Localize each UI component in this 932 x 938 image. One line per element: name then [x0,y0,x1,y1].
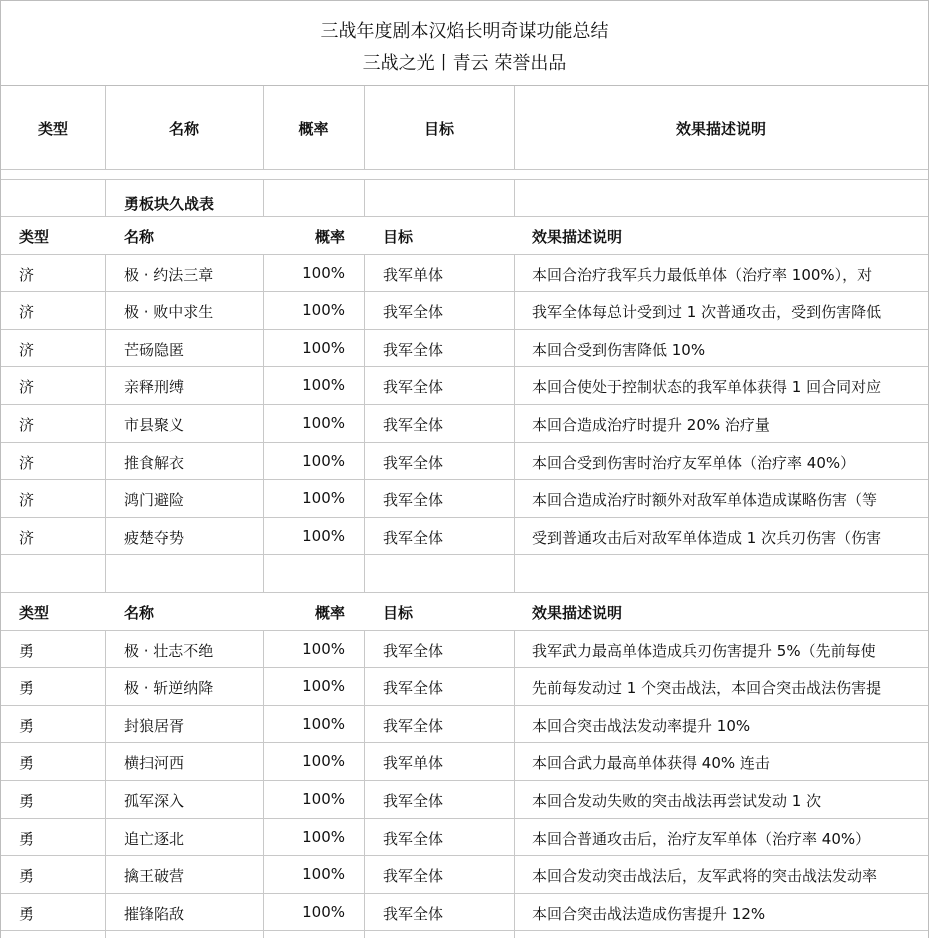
row-divider [1,592,928,593]
table-cell: 擒王破营 [124,867,185,886]
column-divider [364,86,365,169]
table-cell: 本回合造成治疗时额外对敌军单体造成谋略伤害（等 [532,491,878,510]
table-cell: 济 [19,453,35,472]
table-cell: 本回合治疗我军兵力最低单体（治疗率 100%），对 [532,265,873,284]
header-rate: 概率 [298,120,329,138]
column-label: 概率 [314,604,345,622]
table-cell: 100% [302,714,345,733]
table-cell: 横扫河西 [124,754,185,773]
header-divider [1,179,928,180]
table-cell: 我军全体 [383,303,444,322]
column-divider [364,179,365,216]
table-cell: 100% [302,865,345,884]
header-name: 名称 [168,120,199,138]
header-target: 目标 [423,120,454,138]
row-divider [1,517,928,518]
column-divider [105,179,106,216]
column-divider [105,86,106,169]
column-label: 类型 [19,228,50,246]
table-cell: 100% [302,677,345,696]
table-cell: 本回合武力最高单体获得 40% 连击 [532,754,770,773]
table-cell: 我军全体 [383,679,444,698]
table-cell: 受到普通攻击后对敌军单体造成 1 次兵刃伤害（伤害 [532,528,882,547]
column-divider [263,86,264,169]
table-cell: 本回合发动突击战法后，友军武将的突击战法发动率 [532,867,878,886]
table-cell: 100% [302,376,345,395]
table-cell: 我军单体 [383,754,444,773]
row-divider [1,254,928,255]
column-divider [263,179,264,216]
table-cell: 100% [302,827,345,846]
table-cell: 封狼居胥 [124,716,185,735]
row-divider [1,705,928,706]
table-cell: 100% [302,639,345,658]
column-divider [263,254,264,554]
table-cell: 100% [302,451,345,470]
row-divider [1,630,928,631]
column-divider [364,630,365,938]
title-block [1,0,928,86]
table-cell: 推食解衣 [124,453,185,472]
column-label: 目标 [383,228,414,246]
sheet-subtitle: 三战之光丨青云 荣誉出品 [362,53,567,74]
table-cell: 本回合突击战法造成伤害提升 12% [532,904,766,923]
column-label: 目标 [383,604,414,622]
column-divider [364,554,365,592]
column-label: 类型 [19,604,50,622]
row-divider [1,366,928,367]
table-cell: 济 [19,340,35,359]
column-divider [514,630,515,938]
table-cell: 市县聚义 [124,416,185,434]
sheet-title: 三战年度剧本汉焰长明奇谋功能总结 [320,21,609,42]
table-cell: 我军全体 [383,491,444,510]
column-divider [514,86,515,169]
table-cell: 孤军深入 [124,792,185,810]
table-cell: 济 [19,378,35,397]
table-cell: 勇 [19,792,35,810]
table-cell: 我军全体 [383,378,444,397]
row-divider [1,818,928,819]
column-divider [364,254,365,554]
table-cell: 勇 [19,679,35,698]
table-cell: 亲释刑缚 [124,378,185,397]
table-cell: 100% [302,338,345,357]
row-divider [1,404,928,405]
table-cell: 100% [302,526,345,545]
table-cell: 我军全体 [383,716,444,735]
column-divider [105,630,106,938]
table-cell: 本回合普通攻击后，治疗友军单体（治疗率 40%） [532,829,871,848]
table-cell: 济 [19,265,35,284]
column-divider [263,554,264,592]
table-cell: 我军全体 [383,867,444,886]
table-cell: 我军全体 [383,904,444,923]
table-cell: 我军全体 [383,528,444,547]
column-label: 名称 [124,228,155,246]
table-cell: 本回合突击战法发动率提升 10% [532,716,751,735]
table-cell: 济 [19,303,35,322]
table-cell: 极 · 壮志不绝 [124,641,214,660]
table-cell: 摧锋陷敌 [124,904,185,923]
table-cell: 极 · 斩逆纳降 [124,679,214,698]
table-cell: 极 · 约法三章 [124,265,214,284]
table-cell: 勇 [19,867,35,886]
table-cell: 济 [19,528,35,547]
table-cell: 芒砀隐匿 [124,340,185,359]
table-cell: 我军全体每总计受到过 1 次普通攻击，受到伤害降低 [532,303,882,322]
row-divider [1,291,928,292]
table-cell: 我军全体 [383,340,444,359]
row-divider [1,479,928,480]
section-title: 勇板块久战表 [124,195,215,213]
table-cell: 100% [302,752,345,771]
table-cell: 勇 [19,641,35,660]
column-label: 效果描述说明 [532,604,623,622]
header-type: 类型 [37,120,68,138]
row-divider [1,742,928,743]
table-cell: 疲楚夺势 [124,528,185,547]
table-cell: 100% [302,790,345,808]
header-desc: 效果描述说明 [675,120,766,138]
table-cell: 鸿门避险 [124,491,185,510]
row-divider [1,554,928,555]
table-cell: 100% [302,263,345,282]
table-cell: 勇 [19,754,35,773]
table-cell: 本回合使处于控制状态的我军单体获得 1 回合同对应 [532,378,882,397]
table-cell: 本回合受到伤害时治疗友军单体（治疗率 40%） [532,453,856,472]
table-cell: 100% [302,902,345,921]
row-divider [1,442,928,443]
table-cell: 济 [19,416,35,434]
column-label: 概率 [314,228,345,246]
header-divider [1,169,928,170]
column-divider [514,554,515,592]
table-cell: 我军单体 [383,265,444,284]
row-divider [1,893,928,894]
row-divider [1,855,928,856]
table-cell: 100% [302,301,345,320]
column-label: 名称 [124,604,155,622]
row-divider [1,329,928,330]
table-cell: 100% [302,489,345,508]
row-divider [1,930,928,931]
table-cell: 先前每发动过 1 个突击战法，本回合突击战法伤害提 [532,679,882,698]
row-divider [1,780,928,781]
table-cell: 本回合发动失败的突击战法再尝试发动 1 次 [532,792,822,810]
table-cell: 我军全体 [383,829,444,848]
table-cell: 我军武力最高单体造成兵刃伤害提升 5%（先前每使 [532,641,876,660]
table-cell: 勇 [19,829,35,848]
table-cell: 本回合受到伤害降低 10% [532,340,706,359]
table-cell: 勇 [19,904,35,923]
table-cell: 我军全体 [383,453,444,472]
row-divider [1,667,928,668]
column-divider [514,179,515,216]
column-divider [263,630,264,938]
table-cell: 勇 [19,716,35,735]
row-divider [1,216,928,217]
table-cell: 我军全体 [383,792,444,810]
column-divider [105,554,106,592]
table-cell: 济 [19,491,35,510]
table-cell: 极 · 败中求生 [124,303,214,322]
table-cell: 本回合造成治疗时提升 20% 治疗量 [532,416,770,434]
table-cell: 100% [302,414,345,432]
column-divider [514,254,515,554]
column-divider [105,254,106,554]
table-cell: 我军全体 [383,416,444,434]
table-cell: 我军全体 [383,641,444,660]
column-label: 效果描述说明 [532,228,623,246]
table-cell: 追亡逐北 [124,829,185,848]
